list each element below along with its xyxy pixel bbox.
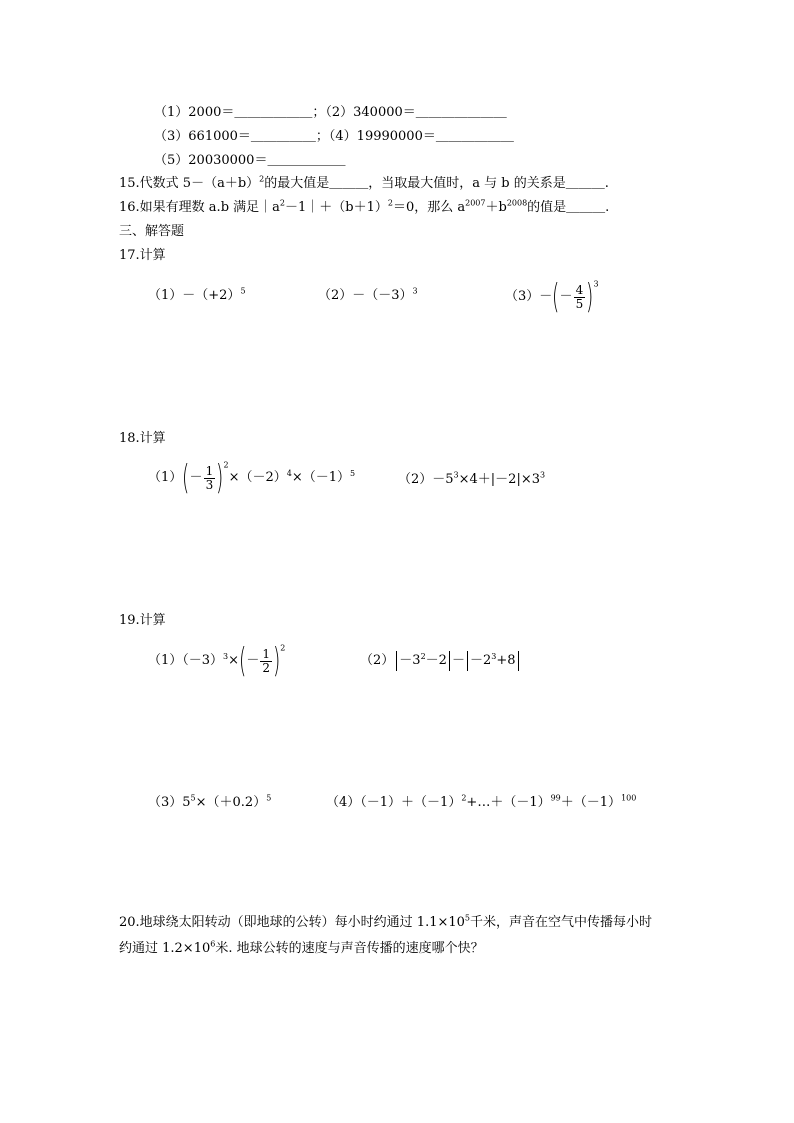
q14-line-2: （3）661000＝＿＿＿＿＿；（4）19990000＝＿＿＿＿＿＿ bbox=[154, 129, 514, 144]
section-title: 三、解答题 bbox=[119, 224, 185, 239]
q17-part-2: $(2)-(-3)^3$ bbox=[318, 286, 418, 303]
q19-part-1: $(1)(-3)^3\times(-$ $\frac{1}{2}$ )$^2$ bbox=[148, 641, 286, 681]
q19-part-4: $(4)(-1)+(-1)^2+\dots+(-1)^{99}+(-1)^{100}$ bbox=[326, 793, 637, 810]
absolute-bar bbox=[467, 651, 468, 671]
question-18-title: 18.计算 bbox=[119, 431, 166, 446]
q18-part-1: （1）(－ $\frac{1}{3}$ )$^2\times(-2)^4\times(-1)^5$ bbox=[148, 458, 356, 498]
q17-part-1: $(1)-(+2)^5$ bbox=[148, 286, 246, 303]
q19-part-2: $(2) -3^2-2 - -2^3+8$ bbox=[360, 651, 521, 672]
absolute-bar bbox=[396, 651, 397, 671]
question-19-title: 19.计算 bbox=[119, 613, 166, 628]
absolute-bar bbox=[449, 651, 450, 671]
fraction: $\frac{1}{2}$ bbox=[262, 646, 270, 675]
question-16: 16.如果有理数 a.b 满足$|a^2-1|+(b+1)^2=0$，那么 $a^{2007}+b^{2008}$的值是＿＿＿. bbox=[119, 198, 610, 215]
question-17-title: 17.计算 bbox=[119, 248, 166, 263]
question-15: 15.代数式 $5-(a+b)^2$的最大值是＿＿＿，当取最大值时，a 与 b 的关系是＿＿＿. bbox=[119, 174, 609, 191]
fraction: $\frac{4}{5}$ bbox=[575, 282, 584, 311]
q18-part-2: $(2)-5^3\times 4+|-2|\times 3^3$ bbox=[398, 470, 546, 487]
q14-line-3: （5）20030000＝＿＿＿＿＿＿ bbox=[154, 153, 346, 168]
q17-part-3: （3）－(－ $\frac{4}{5}$ )$^3$ bbox=[505, 277, 599, 317]
q14-line-1: （1）2000＝＿＿＿＿＿＿；（2）340000＝＿＿＿＿＿＿＿ bbox=[154, 105, 507, 120]
question-20-line-2: 约通过 $1.2\times 10^6$米. 地球公转的速度与声音传播的速度哪个快？ bbox=[119, 939, 484, 956]
question-20-line-1: 20.地球绕太阳转动（即地球的公转）每小时约通过 $1.1\times 10^5$千米，声音在空气中传播每小时 bbox=[119, 913, 653, 930]
absolute-bar bbox=[518, 651, 519, 671]
q19-part-3: $(3)5^5\times(+0.2)^5$ bbox=[148, 793, 272, 810]
fraction: $\frac{1}{3}$ bbox=[205, 463, 214, 492]
